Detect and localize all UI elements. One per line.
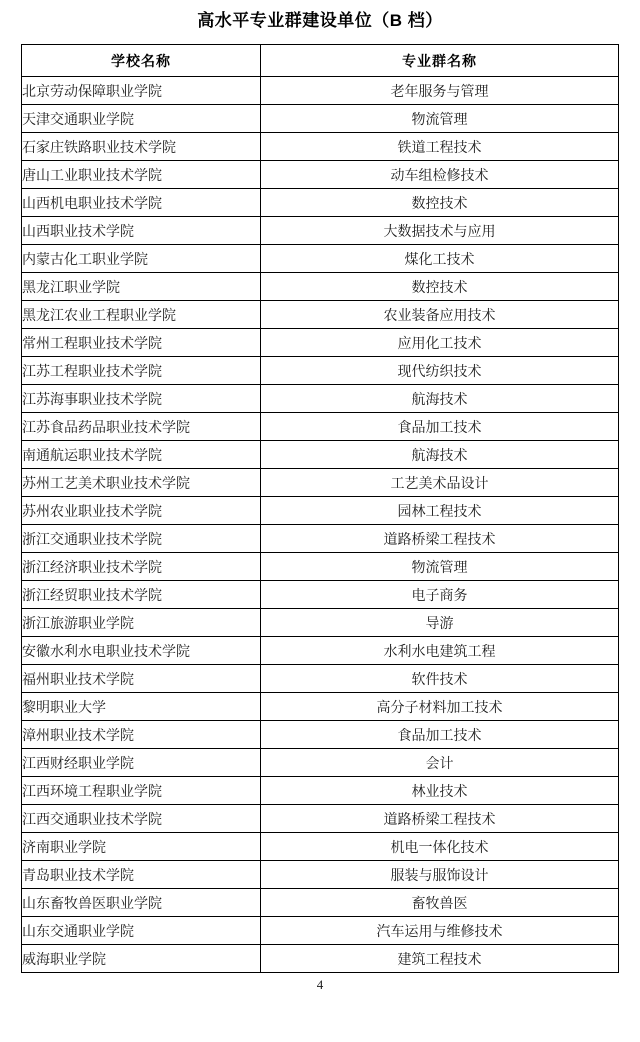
group-name-cell: 会计 (261, 749, 619, 777)
group-name-cell: 食品加工技术 (261, 721, 619, 749)
school-name-cell: 石家庄铁路职业技术学院 (22, 133, 261, 161)
table-row (22, 133, 619, 161)
group-name-cell: 水利水电建筑工程 (261, 637, 619, 665)
table-row (22, 77, 619, 105)
table-row (22, 553, 619, 581)
school-name-cell: 常州工程职业技术学院 (22, 329, 261, 357)
group-name-cell: 机电一体化技术 (261, 833, 619, 861)
school-name-cell: 浙江经济职业技术学院 (22, 553, 261, 581)
school-name-cell: 山西机电职业技术学院 (22, 189, 261, 217)
school-name-cell: 内蒙古化工职业学院 (22, 245, 261, 273)
group-name-cell: 应用化工技术 (261, 329, 619, 357)
school-name-cell: 苏州工艺美术职业技术学院 (22, 469, 261, 497)
table-row (22, 609, 619, 637)
table-body (22, 77, 619, 973)
school-name-cell: 江苏工程职业技术学院 (22, 357, 261, 385)
group-name-cell: 导游 (261, 609, 619, 637)
group-name-cell: 汽车运用与维修技术 (261, 917, 619, 945)
group-name-cell: 老年服务与管理 (261, 77, 619, 105)
school-name-cell: 浙江旅游职业学院 (22, 609, 261, 637)
school-name-cell: 黎明职业大学 (22, 693, 261, 721)
school-name-cell: 黑龙江职业学院 (22, 273, 261, 301)
group-name-cell: 建筑工程技术 (261, 945, 619, 973)
school-name-cell: 江西交通职业技术学院 (22, 805, 261, 833)
units-table (21, 44, 619, 973)
table-row (22, 469, 619, 497)
group-name-cell: 航海技术 (261, 385, 619, 413)
school-name-cell: 福州职业技术学院 (22, 665, 261, 693)
school-name-cell: 江苏海事职业技术学院 (22, 385, 261, 413)
school-name-cell: 江西环境工程职业学院 (22, 777, 261, 805)
school-name-cell: 北京劳动保障职业学院 (22, 77, 261, 105)
school-name-cell: 江苏食品药品职业技术学院 (22, 413, 261, 441)
school-name-cell: 安徽水利水电职业技术学院 (22, 637, 261, 665)
table-row (22, 245, 619, 273)
school-name-cell: 山东交通职业学院 (22, 917, 261, 945)
school-name-cell: 山西职业技术学院 (22, 217, 261, 245)
table-row (22, 945, 619, 973)
table-row (22, 833, 619, 861)
group-name-cell: 煤化工技术 (261, 245, 619, 273)
page-number: 4 (316, 977, 324, 992)
group-name-cell: 农业装备应用技术 (261, 301, 619, 329)
group-name-cell: 数控技术 (261, 273, 619, 301)
table-row (22, 217, 619, 245)
group-name-cell: 工艺美术品设计 (261, 469, 619, 497)
page-title: 高水平专业群建设单位（B 档） (197, 11, 443, 30)
table-row (22, 665, 619, 693)
table-row (22, 749, 619, 777)
group-name-cell: 道路桥梁工程技术 (261, 525, 619, 553)
table-row (22, 525, 619, 553)
school-name-cell: 南通航运职业技术学院 (22, 441, 261, 469)
table-row (22, 805, 619, 833)
group-name-cell: 动车组检修技术 (261, 161, 619, 189)
group-name-cell: 电子商务 (261, 581, 619, 609)
table-row (22, 917, 619, 945)
table-row (22, 497, 619, 525)
group-name-cell: 道路桥梁工程技术 (261, 805, 619, 833)
group-name-cell: 高分子材料加工技术 (261, 693, 619, 721)
group-name-cell: 食品加工技术 (261, 413, 619, 441)
table-row (22, 441, 619, 469)
table-row (22, 693, 619, 721)
group-name-cell: 园林工程技术 (261, 497, 619, 525)
table-row (22, 189, 619, 217)
group-name-cell: 现代纺织技术 (261, 357, 619, 385)
school-name-cell: 唐山工业职业技术学院 (22, 161, 261, 189)
group-name-cell: 数控技术 (261, 189, 619, 217)
table-row (22, 301, 619, 329)
group-name-cell: 铁道工程技术 (261, 133, 619, 161)
group-name-cell: 畜牧兽医 (261, 889, 619, 917)
group-name-cell: 物流管理 (261, 105, 619, 133)
school-name-cell: 浙江经贸职业技术学院 (22, 581, 261, 609)
school-name-cell: 济南职业学院 (22, 833, 261, 861)
school-name-cell: 江西财经职业学院 (22, 749, 261, 777)
table-row (22, 357, 619, 385)
table-row (22, 385, 619, 413)
school-name-cell: 黑龙江农业工程职业学院 (22, 301, 261, 329)
school-name-cell: 山东畜牧兽医职业学院 (22, 889, 261, 917)
table-row (22, 105, 619, 133)
table-row (22, 161, 619, 189)
group-name-cell: 航海技术 (261, 441, 619, 469)
table-row (22, 581, 619, 609)
group-name-cell: 物流管理 (261, 553, 619, 581)
group-name-cell: 软件技术 (261, 665, 619, 693)
table-row (22, 861, 619, 889)
school-name-cell: 青岛职业技术学院 (22, 861, 261, 889)
table-header-row (22, 45, 619, 77)
group-name-cell: 大数据技术与应用 (261, 217, 619, 245)
table-row (22, 273, 619, 301)
table-row (22, 721, 619, 749)
group-name-cell: 林业技术 (261, 777, 619, 805)
table-row (22, 889, 619, 917)
table-row (22, 413, 619, 441)
header-school-name: 学校名称 (22, 45, 261, 77)
school-name-cell: 浙江交通职业技术学院 (22, 525, 261, 553)
school-name-cell: 天津交通职业学院 (22, 105, 261, 133)
header-group-name: 专业群名称 (261, 45, 619, 77)
table-row (22, 777, 619, 805)
group-name-cell: 服装与服饰设计 (261, 861, 619, 889)
table-row (22, 329, 619, 357)
school-name-cell: 威海职业学院 (22, 945, 261, 973)
school-name-cell: 漳州职业技术学院 (22, 721, 261, 749)
school-name-cell: 苏州农业职业技术学院 (22, 497, 261, 525)
table-row (22, 637, 619, 665)
